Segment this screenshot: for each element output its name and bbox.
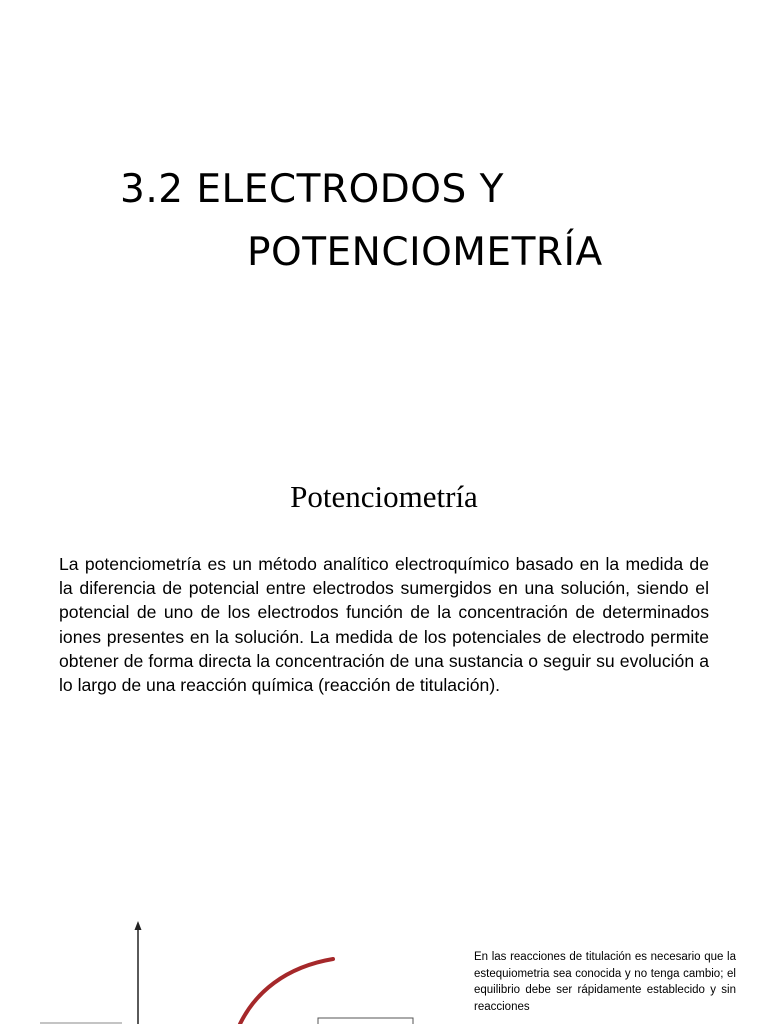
chart-y-axis-arrowhead bbox=[135, 921, 142, 930]
section-heading: Potenciometría bbox=[290, 479, 478, 514]
side-note-paragraph: En las reacciones de titulación es necesario que la estequiometria sea conocida y no tenga cambio; el equilibrio debe ser rápidamente establecido y sin reacciones bbox=[474, 951, 736, 1013]
chart-label-box-fragment bbox=[318, 1018, 413, 1024]
body-paragraph: La potenciometría es un método analítico electroquímico basado en la medida de la diferencia de potencial entre electrodos sumergidos en una solución, siendo el potencial de uno de los electrodos función de la concentración de determinados iones presentes en la solución. La medida de los potenciales de electrodo permite obtener de forma directa la concentración de una sustancia o seguir su evolución a lo largo de una reacción química (reacción de titulación). bbox=[59, 554, 709, 696]
page-title-line-1: 3.2 ELECTRODOS Y bbox=[120, 167, 504, 212]
page-title-line-2: POTENCIOMETRÍA bbox=[247, 230, 603, 275]
titration-curve bbox=[240, 959, 333, 1024]
titration-chart-fragment bbox=[40, 915, 440, 1024]
